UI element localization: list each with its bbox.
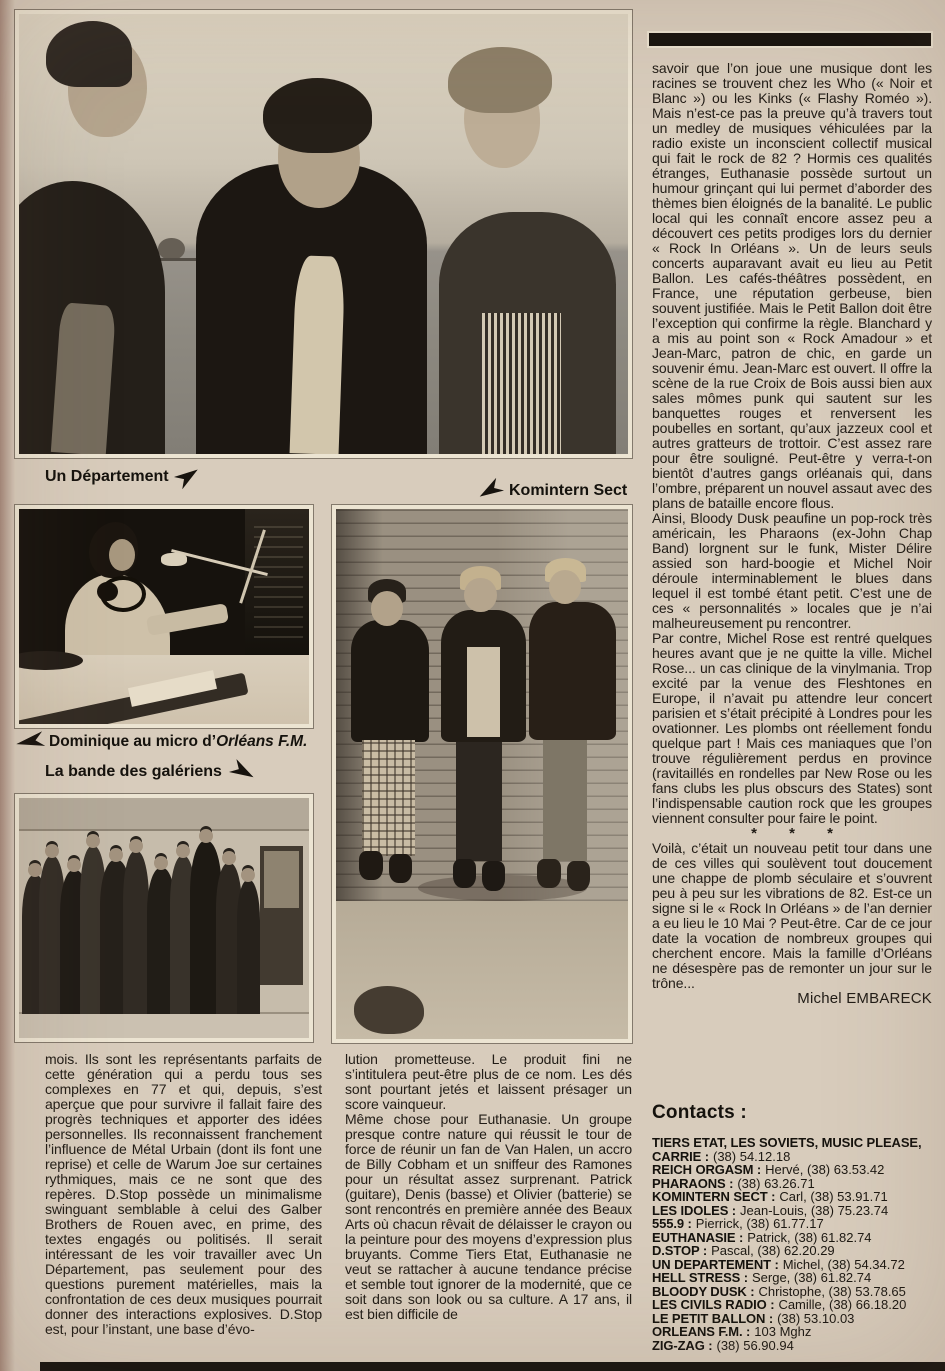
punk-center-tshirt <box>467 647 499 737</box>
contact-detail: Carl, (38) 53.91.71 <box>779 1189 888 1204</box>
article-paragraph: mois. Ils sont les représentants parfaits de cette génération qui a perdu tous ses complexes en 77 et qui, depuis, s’est aperçue que pour survivre il fallait faire des progrès techniques et apporter des idées personnelles. Ils reconnaissent franchement l’influence de Métal Urbain (dont ils font une reprise) et celle de Warum Joe sur certaines rythmiques, mais ce ne sont que des repères. D.Stop possède un minimalisme swinguant semblable à celui des Galber Brothers de Rouen avec, en prime, des textes engagés ou politisés. Il serait intéressant de les voir travailler avec Un Département, pas seulement pour des questions purement matérielles, mais la confrontation de ces deux musiques pourrait donner des interactions explosives. D.Stop est, pour l’instant, une base d’évo- <box>45 1051 322 1337</box>
contact-detail: Camille, (38) 66.18.20 <box>778 1297 907 1312</box>
caption-station: Orléans F.M. <box>216 733 308 750</box>
contact-item <box>652 1163 934 1177</box>
punk-left-boot <box>389 854 412 883</box>
contact-name: PHARAONS : <box>652 1175 734 1191</box>
ceiling <box>19 798 309 831</box>
contact-item <box>652 1339 934 1353</box>
arrow-ne-icon <box>173 464 201 490</box>
caption-komintern-sect <box>478 482 627 500</box>
article-paragraph: lution prometteuse. Le produit fini ne s’intitulera peut-être plus de ce nom. Les dés sont pourtant jetés et laissent présager un score vainqueur. <box>345 1051 632 1112</box>
contact-name: BLOODY DUSK : <box>652 1283 755 1299</box>
punk-left-boot <box>359 851 382 880</box>
caption-text: Un Département <box>45 468 169 485</box>
article-paragraph: Par contre, Michel Rose est rentré quelques heures avant que je ne quitte la ville. Michel Rose... un cas clinique de la vinylmania. Trop excité par la venue des Fleshtones en Europe, il n’avait pu attendre leur concert parisien et s’était précipité à Londres pour les ovationner. Les plombs ont réellement fondu quelque part ! Mais ces maniaques que l’on trouve régulièrement perdus en province (ravitaillés en rondelles par New Rose ou les fans clubs les plus obscurs des States) sont l’indispensable caution rock que les groupes viennent consulter pour faire le point. <box>652 630 932 826</box>
contact-detail: Patrick, (38) 61.82.74 <box>747 1229 872 1245</box>
floor <box>19 1012 309 1038</box>
contact-name: REICH ORGASM : <box>652 1162 762 1177</box>
photo-komintern-sect-wall <box>332 505 632 1043</box>
contact-name: HELL STRESS : <box>652 1270 748 1285</box>
contact-item <box>652 1204 934 1218</box>
contact-detail: Pascal, (38) 62.20.29 <box>711 1243 835 1258</box>
pinball-backglass <box>264 851 299 909</box>
contact-item <box>652 1298 934 1312</box>
contact-detail: Serge, (38) 61.82.74 <box>751 1270 872 1285</box>
arrow-sw-icon <box>476 478 504 503</box>
arrow-se-icon <box>229 759 257 784</box>
contact-item <box>652 1325 934 1339</box>
contact-name: TIERS ETAT, LES SOVIETS, MUSIC PLEASE, CARRIE : <box>652 1135 922 1164</box>
contact-name: LES CIVILS RADIO : <box>652 1297 775 1312</box>
caption-dominique <box>16 733 307 751</box>
contact-item <box>652 1285 934 1299</box>
contact-name: KOMINTERN SECT : <box>652 1189 776 1204</box>
article-column-left <box>45 1052 322 1337</box>
crowd-figure <box>123 851 149 1014</box>
contact-detail: (38) 53.10.03 <box>777 1310 855 1326</box>
section-rule-bottom <box>40 1362 945 1371</box>
caption-text: Dominique au micro d’ <box>49 733 217 750</box>
article-column-right <box>652 61 932 1006</box>
contact-item <box>652 1217 934 1231</box>
contact-detail: Michel, (38) 54.34.72 <box>782 1256 905 1272</box>
contact-item <box>652 1190 934 1204</box>
contact-item <box>652 1271 934 1285</box>
punk-center-boot <box>482 861 505 890</box>
photo-radio-studio <box>15 505 313 728</box>
contact-name: UN DEPARTEMENT : <box>652 1256 779 1272</box>
contact-name: 555.9 : <box>652 1216 692 1231</box>
article-column-middle <box>345 1052 632 1322</box>
figure-center-hair <box>263 78 373 153</box>
contact-name: LE PETIT BALLON : <box>652 1310 774 1326</box>
photo-crowd-room <box>15 794 313 1042</box>
contact-item <box>652 1231 934 1245</box>
punk-left-plaid-pants <box>362 740 415 857</box>
punk-right-jacket <box>529 602 617 740</box>
article-paragraph: Même chose pour Euthanasie. Un groupe presque contre nature qui réussit le tour de force de réunir un fan de Van Halen, un accro de Billy Cobham et un sniffeur des Ramones pour un résultat assez surprenant. Patrick (guitare), Denis (basse) et Olivier (batterie) se sont rencontrés en première année des Beaux Arts où chacun rêvait de délaisser le crayon ou la peinture pour des moyens d’expression plus bruyants. Comme Tiers Etat, Euthanasie ne veut se rattacher à aucune tendance précise et semble tout ignorer de la modernité, que ce soit dans son look ou sa culture. A 17 ans, il est bien difficile de <box>345 1111 632 1322</box>
figure-center-scarf <box>290 255 346 455</box>
punk-center-pants <box>456 742 503 861</box>
headphone-cup <box>97 582 117 601</box>
crowd-figure <box>237 880 260 1014</box>
contact-item <box>652 1258 934 1272</box>
figure-right-hair <box>448 47 552 113</box>
caption-un-departement <box>45 468 200 486</box>
contact-name: LES IDOLES : <box>652 1202 737 1218</box>
caption-la-bande <box>45 763 255 781</box>
arrow-w-icon <box>15 732 46 752</box>
punk-right-boot <box>537 859 560 888</box>
rock <box>354 986 424 1034</box>
punk-center-face <box>464 578 496 612</box>
contact-detail: Christophe, (38) 53.78.65 <box>758 1283 906 1299</box>
contact-name: ORLEANS F.M. : <box>652 1324 751 1339</box>
contact-name: ZIG-ZAG : <box>652 1337 713 1353</box>
contact-item <box>652 1177 934 1191</box>
byline: Michel EMBARECK <box>797 990 932 1007</box>
article-paragraph: Voilà, c’était un nouveau petit tour dans une de ces villes qui soulèvent tout doucement une chappe de plomb séculaire et s’ouvrent peu à peu sur les vibrations de 82. Est-ce un signe si le « Rock In Orléans » de l’an dernier a eu lieu le 10 Mai ? Peut-être. Car de ce jour date la vocation de nombreux groupes qui cherchent encore. Mais la famille d’Orléans ne désespère pas de remonter un jour sur le trône... <box>652 840 932 991</box>
section-rule-top <box>649 33 931 46</box>
contact-detail: Pierrick, (38) 61.77.17 <box>695 1216 824 1231</box>
caption-text: Komintern Sect <box>509 482 628 499</box>
figure-right-striped-shirt <box>482 313 561 454</box>
contact-detail: (38) 56.90.94 <box>716 1337 794 1353</box>
punk-center-boot <box>453 859 476 888</box>
contact-detail: Hervé, (38) 63.53.42 <box>765 1162 885 1177</box>
contact-item <box>652 1312 934 1326</box>
caption-text: La bande des galériens <box>45 763 222 780</box>
figure-left-hair <box>46 21 131 87</box>
contact-detail: (38) 54.12.18 <box>712 1148 791 1164</box>
contact-detail: (38) 63.26.71 <box>737 1175 815 1191</box>
photo-band-riverside <box>15 10 632 458</box>
contact-detail: 103 Mghz <box>754 1324 812 1339</box>
contact-name: D.STOP : <box>652 1243 708 1258</box>
contact-item <box>652 1136 934 1163</box>
punk-right-pants <box>543 740 587 862</box>
microphone <box>161 553 187 566</box>
article-paragraph: savoir que l’on joue une musique dont les racines se trouvent chez les Who (« Noir et Blanc ») ou les Kinks (« Flashy Roméo »). Mais n’est-ce pas la preuve qu’à travers tout un medley de musiques véhiculées par la radio existe un inconscient collectif musical qui fait le rock de 82 ? Hormis ces qualités étranges, Euthanasie possède surtout un humour grinçant qui lui permet d’aborder des thèmes bien éloignés de la banalité. Le public local qui les connaît encore assez peu a découvert ces petits prodiges lors du dernier « Rock In Orléans ». Un de leurs seuls concerts auparavant avait eu lieu au Petit Ballon. Les cafés-théâtres possèdent, en France, une réputation gerbeuse, bien souvent justifiée. Mais le Petit Ballon doit être l’exception qui confirme la règle. Blanchard y a mis au point son « Rock Amadour » et Jean-Marc, patron de chic, en garde un souvenir ému. Jean-Marc est ouvert. Il offre la scène de la rue Croix de Bois aussi bien aux sales mômes punk qui sautent sur les banquettes rouges et renversent les poubelles en sortant, qu’aux jazzeux cool et autres gratteurs de trottoir. C’est assez rare pour être souligné. Peut-être y verra-t-on bientôt d’autres gangs orléanais qui, dans l’ombre, préparent un nouvel assaut avec des plans de bataille encore flous. <box>652 60 932 511</box>
section-separator-stars: * * * <box>751 825 847 842</box>
contact-detail: Jean-Louis, (38) 75.23.74 <box>740 1202 889 1218</box>
punk-left-face <box>371 591 403 625</box>
contact-name: EUTHANASIE : <box>652 1229 744 1245</box>
contacts-heading: Contacts : <box>652 1102 747 1123</box>
figure-left-scarf <box>50 303 115 456</box>
punk-left-jacket <box>351 620 430 742</box>
page-edge-shadow <box>0 0 15 1371</box>
contact-item <box>652 1244 934 1258</box>
article-paragraph: Ainsi, Bloody Dusk peaufine un pop-rock très américain, les Pharaons (ex-John Chap Band) lorgnent sur le funk, Mister Délire assied son hard-boogie et Michel Noir déroule interminablement le blues dans lequel il est tombé étant petit. C’est une de ces « personnalités » locales que je n’ai malheureusement pu rencontrer. <box>652 510 932 631</box>
punk-right-boot <box>567 861 590 890</box>
contacts-section <box>652 1102 934 1352</box>
